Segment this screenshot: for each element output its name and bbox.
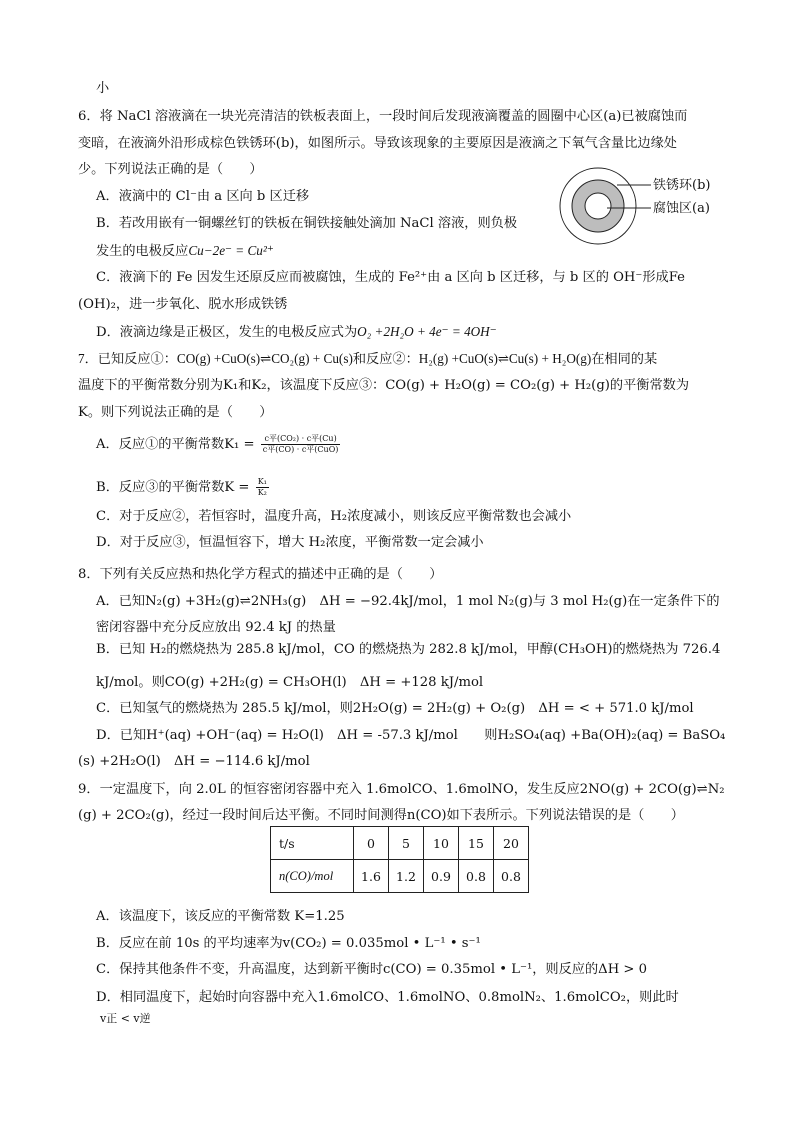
table-cell-time: 10 [424,827,459,860]
q6-option-c-line1: C．液滴下的 Fe 因发生还原反应而被腐蚀，生成的 Fe²⁺由 a 区向 b 区迁移，与 b 区的 OH⁻形成Fe [96,270,685,285]
rust-ring-label: 铁锈环(b) [653,178,711,193]
table-cell-time: 15 [459,827,494,860]
prev-question-tail: 小 [96,81,110,96]
q8-option-d-line2: (s) +2H₂O(l) ΔH = −114.6 kJ/mol [78,754,310,769]
table-cell-nco: 1.2 [389,860,424,893]
table-cell-time: 0 [354,827,389,860]
q6-option-b-text: 发生的电极反应 [96,244,189,259]
q7-option-b-numerator: K₁ [257,477,267,486]
q6-stem-line2: 变暗，在液滴外沿形成棕色铁锈环(b)，如图所示。导致该现象的主要原因是液滴之下氧气含量比边缘处 [78,136,677,151]
table-row-time [271,827,529,860]
q7-option-b-fraction [256,477,269,498]
q7-option-a-numerator: c平(CO₂) · c平(Cu) [261,434,341,445]
q6-option-c-line2: (OH)₂，进一步氧化、脱水形成铁锈 [78,297,288,312]
table-cell-time: 5 [389,827,424,860]
q8-stem: 8．下列有关反应热和热化学方程式的描述中正确的是（ ） [78,567,443,582]
q6-option-b-equation: Cu−2e⁻ = Cu²⁺ [188,243,274,258]
table-cell-nco: 0.8 [494,860,529,893]
q7-option-a [96,434,340,455]
q9-option-d-line1: D．相同温度下，起始时向容器中充入1.6molCO、1.6molNO、0.8molN₂、1.6molCO₂，则此时 [96,990,679,1005]
corrosion-zone-label: 腐蚀区(a) [653,201,710,216]
q7-option-b-text: B．反应③的平衡常数K = [96,480,250,495]
q9-option-a: A．该温度下，该反应的平衡常数 K=1.25 [96,909,345,924]
q7-option-b-denominator: K₂ [257,488,267,497]
q7-option-c: C．对于反应②，若恒容时，温度升高，H₂浓度减小，则该反应平衡常数也会减小 [96,509,572,524]
q7-option-a-fraction [261,434,341,455]
table-header-nco: n(CO)/mol [271,860,354,893]
q8-option-a-line2: 密闭容器中充分反应放出 92.4 kJ 的热量 [96,620,336,635]
q6-option-a: A．液滴中的 Cl⁻由 a 区向 b 区迁移 [96,189,310,204]
q9-data-table [270,826,529,893]
table-cell-time: 20 [494,827,529,860]
q8-option-a-line1: A．已知N₂(g) +3H₂(g)⇌2NH₃(g) ΔH = −92.4kJ/mol，1 mol N₂(g)与 3 mol H₂(g)在一定条件下的 [96,594,720,609]
table-cell-nco: 0.9 [424,860,459,893]
q7-stem-line3: K。则下列说法正确的是（ ） [78,405,273,420]
q9-option-d-line2: v正 < v逆 [100,1012,151,1025]
q6-rust-figure [555,163,735,247]
q7-option-b [96,477,269,498]
q7-option-a-denominator: c平(CO) · c平(CuO) [262,445,339,454]
q8-option-b-line2: kJ/mol。则CO(g) +2H₂(g) = CH₃OH(l) ΔH = +128 kJ/mol [96,675,484,690]
q6-stem-line1: 6．将 NaCl 溶液滴在一块光亮清洁的铁板表面上，一段时间后发现液滴覆盖的圆圈中心区(a)已被腐蚀而 [78,109,688,124]
q9-stem-line2: (g) + 2CO₂(g)，经过一段时间后达平衡。不同时间测得n(CO)如下表所示。下列说法错误的是（ ） [78,808,684,823]
q9-stem-line1: 9．一定温度下，向 2.0L 的恒容密闭容器中充入 1.6molCO、1.6molNO，发生反应2NO(g) + 2CO(g)⇌N₂ [78,782,725,797]
q8-option-b-line1: B．已知 H₂的燃烧热为 285.8 kJ/mol，CO 的燃烧热为 282.8 kJ/mol，甲醇(CH₃OH)的燃烧热为 726.4 [96,642,721,657]
q7-stem-line1: 7．已知反应①：CO(g) +CuO(s)⇌CO₂(g) + Cu(s)和反应②：H₂(g) +CuO(s)⇌Cu(s) + H₂O(g)在相同的某 [78,351,658,366]
q6-option-d-text: D．液滴边缘是正极区，发生的电极反应式为 [96,325,358,340]
q6-option-d-equation: O₂ +2H₂O + 4e⁻ = 4OH⁻ [357,324,497,339]
q6-stem-line3: 少。下列说法正确的是（ ） [78,162,263,177]
q8-option-d-line1: D．已知H⁺(aq) +OH⁻(aq) = H₂O(l) ΔH = -57.3 kJ/mol 则H₂SO₄(aq) +Ba(OH)₂(aq) = BaSO₄ [96,728,726,743]
q9-option-b: B．反应在前 10s 的平均速率为v(CO₂) = 0.035mol • L⁻¹ • s⁻¹ [96,936,481,951]
q6-option-d [96,323,497,342]
q7-option-a-text: A．反应①的平衡常数K₁ = [96,437,255,452]
q6-option-b-line2 [96,242,274,261]
corrosion-zone-a [585,193,611,219]
table-row-nco [271,860,529,893]
table-cell-nco: 1.6 [354,860,389,893]
q6-option-b-line1: B．若改用嵌有一铜螺丝钉的铁板在铜铁接触处滴加 NaCl 溶液，则负极 [96,216,518,231]
table-cell-nco: 0.8 [459,860,494,893]
q9-option-c: C．保持其他条件不变，升高温度，达到新平衡时c(CO) = 0.35mol • L⁻¹，则反应的ΔH > 0 [96,962,648,977]
table-header-time: t/s [271,827,354,860]
q8-option-c: C．已知氢气的燃烧热为 285.5 kJ/mol，则2H₂O(g) = 2H₂(g) + O₂(g) ΔH = < + 571.0 kJ/mol [96,701,694,716]
q7-stem-line2: 温度下的平衡常数分别为K₁和K₂，该温度下反应③：CO(g) + H₂O(g) = CO₂(g) + H₂(g)的平衡常数为 [78,378,690,393]
q7-option-d: D．对于反应③，恒温恒容下，增大 H₂浓度，平衡常数一定会减小 [96,535,484,550]
